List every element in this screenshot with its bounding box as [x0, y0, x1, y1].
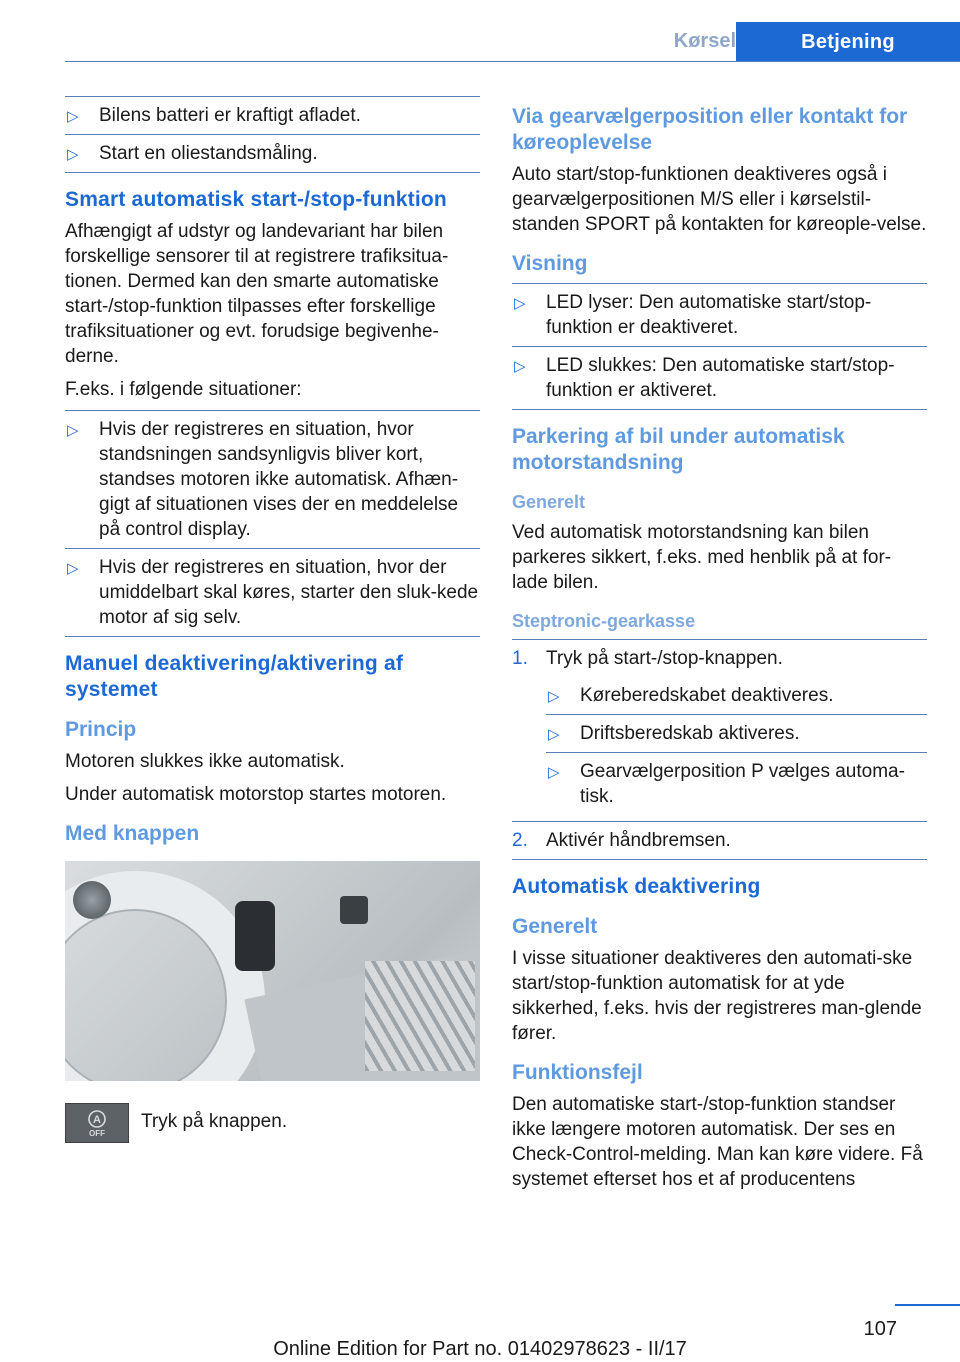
list-item: ▷ Start en oliestandsmåling.	[65, 135, 480, 173]
funktionsfejl-body: Den automatiske start-/stop-funktion standser ikke længere motoren automatisk. Der ses en Check-Control-melding. Man kan køre videre. Få systemet efterset hos et af producentens	[512, 1094, 923, 1190]
start-stop-button-shape	[340, 896, 368, 924]
princip-text-1: Motoren slukkes ikke automatisk.	[65, 751, 345, 772]
smart-body: Afhængigt af udstyr og landevariant har bilen forskellige sensorer til at registrere trafiksitua-tionen. Dermed kan den smarte automatiske start-/stop-funktion tilpasses efter forskellige trafiksituationer og evt. forudsige begivenhe-derne.	[65, 221, 449, 367]
generelt-heading-2: Generelt	[512, 915, 598, 938]
header-divider	[65, 61, 960, 62]
smart-intro: F.eks. i følgende situationer:	[65, 379, 302, 400]
list-item: ▷ Hvis der registreres en situation, hvor der umiddelbart skal køres, starter den sluk-kede motor af sig selv.	[65, 549, 480, 637]
auto-start-stop-symbol-icon	[86, 1109, 108, 1129]
triangle-bullet-icon: ▷	[548, 764, 560, 781]
list-item	[512, 640, 927, 822]
knap-heading: Med knappen	[65, 822, 200, 845]
generelt-body-2: I visse situationer deaktiveres den automati-ske start/stop-funktion automatisk for at yde sikkerhed, f.eks. hvis der registreres man-glende fører.	[512, 948, 922, 1044]
generelt-body-1: Ved automatisk motorstandsning kan bilen parkeres sikkert, f.eks. med henblik på at for-lade bilen.	[512, 522, 892, 593]
princip-heading: Princip	[65, 718, 137, 741]
section-tab-korsel[interactable]: Kørsel	[673, 30, 736, 52]
footer-accent-line	[895, 1304, 960, 1306]
triangle-bullet-icon: ▷	[67, 560, 79, 577]
triangle-bullet-icon: ▷	[67, 422, 79, 439]
step-text: Tryk på start-/stop-knappen.	[546, 648, 783, 669]
section-tab-betjening[interactable]: Betjening	[736, 22, 960, 62]
step-text: Aktivér håndbremsen.	[546, 830, 731, 851]
step-number: 1.	[512, 648, 528, 669]
triangle-bullet-icon: ▷	[548, 688, 560, 705]
battery-bullets	[65, 96, 480, 173]
smart-bullets	[65, 410, 480, 637]
smart-heading: Smart automatisk start-/stop-funktion	[65, 188, 447, 211]
auto-deaktivering-heading: Automatisk deaktivering	[512, 875, 761, 898]
air-vent-shape	[365, 961, 475, 1071]
step-sub-bullets	[546, 677, 927, 815]
via-body: Auto start/stop-funktionen deaktiveres også i gearvælgerpositionen M/S eller i kørselstil-standen SPORT på kontakten for køreople-velse.	[512, 164, 927, 235]
brand-logo-shape	[73, 881, 111, 919]
icon-caption: Tryk på knappen.	[141, 1111, 288, 1132]
button-instruction	[65, 1103, 480, 1163]
triangle-bullet-icon: ▷	[548, 726, 560, 743]
edition-footer: Online Edition for Part no. 01402978623 - II/17	[273, 1338, 687, 1360]
visning-bullets	[512, 283, 927, 410]
list-item: ▷ LED slukkes: Den automatiske start/stop-funktion er aktiveret.	[512, 347, 927, 410]
triangle-bullet-icon: ▷	[514, 358, 526, 375]
list-item: ▷ Hvis der registreres en situation, hvor standsningen sandsynligvis bliver kort, standses motoren ikke automatisk. Afhæn-gigt af situationen vises der en meddelelse på control display.	[65, 411, 480, 549]
list-item	[512, 822, 927, 860]
manual-heading: Manuel deaktivering/aktivering af systemet	[65, 652, 404, 701]
list-item: ▷ Køreberedskabet deaktiveres.	[546, 677, 927, 714]
generelt-heading-1: Generelt	[512, 492, 586, 512]
list-item: ▷ LED lyser: Den automatiske start/stop-funktion er deaktiveret.	[512, 284, 927, 347]
dashboard-photo	[65, 861, 480, 1081]
step-number: 2.	[512, 830, 528, 851]
left-column	[65, 96, 480, 1163]
funktionsfejl-heading: Funktionsfejl	[512, 1061, 643, 1084]
off-label: OFF	[89, 1128, 105, 1138]
via-heading: Via gearvælgerposition eller kontakt for køreoplevelse	[512, 105, 908, 154]
triangle-bullet-icon: ▷	[67, 146, 79, 163]
gear-lever-shape	[235, 901, 275, 971]
svg-text:A: A	[93, 1113, 101, 1126]
list-item: ▷ Driftsberedskab aktiveres.	[546, 714, 927, 752]
page-number: 107	[863, 1318, 897, 1340]
triangle-bullet-icon: ▷	[67, 108, 79, 125]
triangle-bullet-icon: ▷	[514, 295, 526, 312]
visning-heading: Visning	[512, 252, 588, 275]
page-header	[0, 0, 960, 62]
right-column	[512, 96, 927, 1200]
steptronic-steps	[512, 639, 927, 860]
list-item: ▷ Gearvælgerposition P vælges automa-tisk.	[546, 752, 927, 815]
parkering-heading: Parkering af bil under automatisk motorstandsning	[512, 425, 845, 474]
auto-start-stop-off-icon	[65, 1103, 129, 1143]
list-item: ▷ Bilens batteri er kraftigt afladet.	[65, 97, 480, 135]
princip-text-2: Under automatisk motorstop startes motoren.	[65, 784, 447, 805]
steptronic-heading: Steptronic-gearkasse	[512, 611, 696, 631]
